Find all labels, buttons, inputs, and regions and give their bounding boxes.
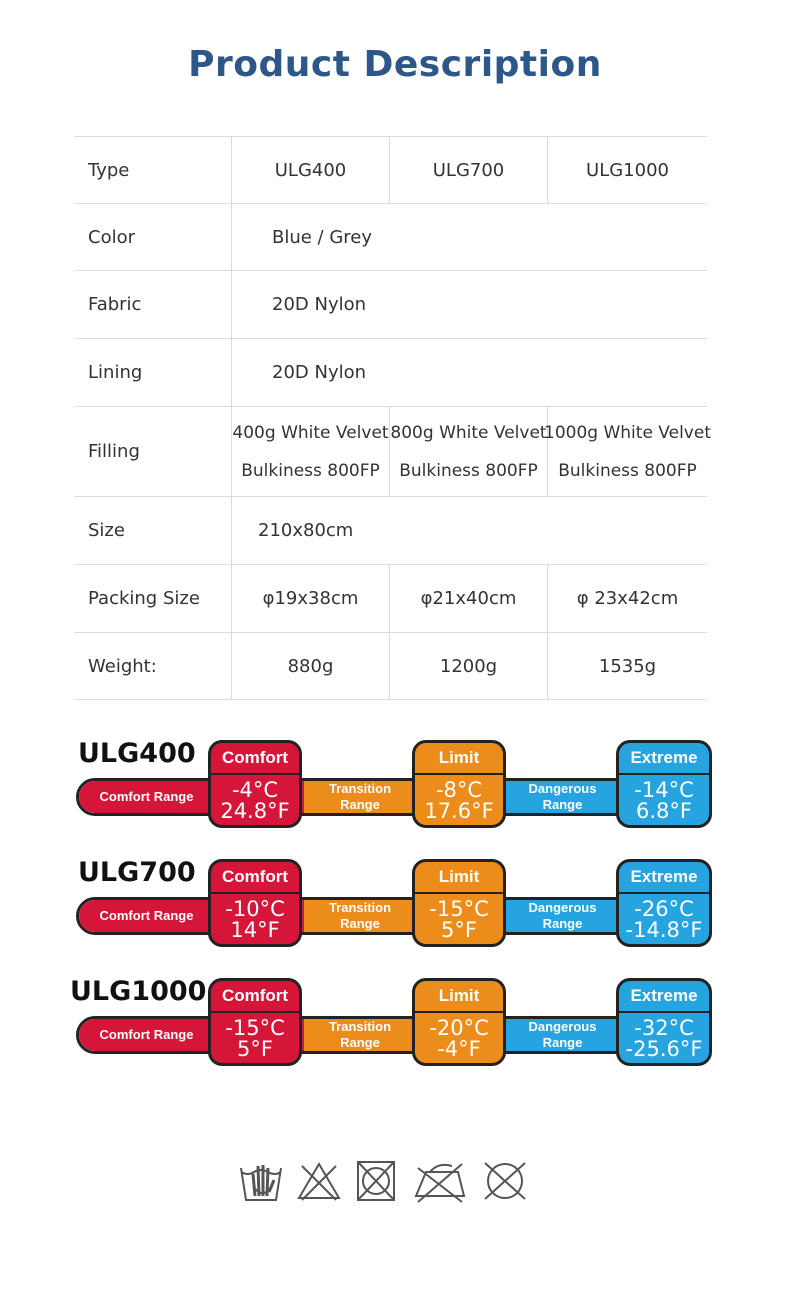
- row-label: Lining: [74, 339, 232, 406]
- row-label: Weight:: [74, 633, 232, 699]
- extreme-box: [616, 859, 712, 947]
- temp-fahrenheit: 24.8°F: [220, 799, 290, 823]
- do-not-bleach-icon: [296, 1158, 342, 1204]
- extreme-heading: Extreme: [619, 862, 709, 894]
- extreme-box: [616, 978, 712, 1066]
- temp-celsius: -8°C: [435, 778, 483, 802]
- extreme-temperature: [619, 894, 709, 941]
- model-name: ULG400: [78, 738, 196, 769]
- table-row-weight: [74, 633, 707, 700]
- extreme-temperature: [619, 775, 709, 822]
- packing-value: φ 23x42cm: [576, 588, 679, 609]
- fabric-value: 20D Nylon: [272, 294, 367, 315]
- filling-value: [232, 407, 390, 496]
- comfort-temperature: [211, 1013, 299, 1060]
- temp-celsius: -14°C: [634, 778, 694, 802]
- type-value: ULG1000: [586, 159, 669, 181]
- filling-line: 400g White Velvet: [232, 422, 389, 443]
- filling-line: Bulkiness 800FP: [399, 460, 538, 481]
- comfort-temperature: [211, 894, 299, 941]
- limit-box: [412, 740, 506, 828]
- row-label: Filling: [74, 407, 232, 496]
- filling-line: 1000g White Velvet: [544, 422, 711, 443]
- temp-celsius: -32°C: [634, 1016, 694, 1040]
- temperature-bar: [76, 778, 710, 816]
- comfort-box: [208, 740, 302, 828]
- filling-line: 800g White Velvet: [390, 422, 547, 443]
- table-row-lining: [74, 339, 707, 407]
- table-row-fabric: [74, 271, 707, 339]
- temperature-rating-ulg700: [76, 857, 712, 953]
- filling-line: Bulkiness 800FP: [558, 460, 697, 481]
- transition-range-label: Transition Range: [304, 781, 416, 813]
- filling-value: [544, 407, 711, 496]
- temp-fahrenheit: 14°F: [230, 918, 280, 942]
- limit-temperature: [415, 1013, 503, 1060]
- row-label: Size: [74, 497, 232, 564]
- temp-fahrenheit: 5°F: [441, 918, 477, 942]
- temp-celsius: -15°C: [429, 897, 489, 921]
- row-label: Type: [74, 137, 232, 203]
- temperature-bar: [76, 897, 710, 935]
- model-name: ULG700: [78, 857, 196, 888]
- dangerous-range-label: Dangerous Range: [506, 781, 619, 813]
- limit-heading: Limit: [415, 743, 503, 775]
- temp-fahrenheit: 17.6°F: [424, 799, 494, 823]
- row-label: Packing Size: [74, 565, 232, 632]
- temp-fahrenheit: -4°F: [437, 1037, 481, 1061]
- extreme-temperature: [619, 1013, 709, 1060]
- weight-value: 880g: [232, 633, 390, 699]
- comfort-heading: Comfort: [211, 743, 299, 775]
- temp-celsius: -26°C: [634, 897, 694, 921]
- packing-value: φ19x38cm: [232, 565, 390, 632]
- table-row-filling: [74, 407, 711, 497]
- comfort-box: [208, 978, 302, 1066]
- do-not-dry-clean-icon: [480, 1158, 530, 1204]
- table-row-color: [74, 204, 707, 271]
- table-row-type: [74, 137, 707, 204]
- comfort-range-label: Comfort Range: [79, 781, 214, 813]
- extreme-box: [616, 740, 712, 828]
- filling-value: [390, 407, 548, 496]
- type-value: ULG700: [390, 137, 548, 203]
- color-value: Blue / Grey: [272, 226, 373, 248]
- limit-heading: Limit: [415, 862, 503, 894]
- type-value: ULG400: [232, 137, 390, 203]
- temp-celsius: -10°C: [225, 897, 285, 921]
- limit-temperature: [415, 775, 503, 822]
- comfort-box: [208, 859, 302, 947]
- size-value: 210x80cm: [258, 520, 354, 541]
- care-instructions: [238, 1158, 530, 1204]
- do-not-iron-icon: [412, 1158, 468, 1204]
- temp-fahrenheit: -14.8°F: [625, 918, 703, 942]
- temp-fahrenheit: 6.8°F: [636, 799, 692, 823]
- temp-celsius: -4°C: [231, 778, 279, 802]
- packing-value: φ21x40cm: [390, 565, 548, 632]
- spec-table: [74, 136, 711, 700]
- extreme-heading: Extreme: [619, 981, 709, 1013]
- comfort-range-label: Comfort Range: [79, 900, 214, 932]
- temperature-rating-ulg1000: [70, 976, 712, 1072]
- limit-box: [412, 859, 506, 947]
- weight-value: 1535g: [598, 655, 657, 677]
- transition-range-label: Transition Range: [304, 1019, 416, 1051]
- temp-fahrenheit: 5°F: [237, 1037, 273, 1061]
- temperature-bar: [76, 1016, 710, 1054]
- table-row-size: [74, 497, 707, 565]
- dangerous-range-label: Dangerous Range: [506, 1019, 619, 1051]
- temp-celsius: -15°C: [225, 1016, 285, 1040]
- row-label: Fabric: [74, 271, 232, 338]
- comfort-temperature: [211, 775, 299, 822]
- hand-wash-icon: [238, 1158, 284, 1204]
- temp-celsius: -20°C: [429, 1016, 489, 1040]
- lining-value: 20D Nylon: [272, 362, 367, 383]
- row-label: Color: [74, 204, 232, 270]
- comfort-heading: Comfort: [211, 862, 299, 894]
- temperature-rating-ulg400: [76, 738, 712, 834]
- limit-box: [412, 978, 506, 1066]
- weight-value: 1200g: [390, 633, 548, 699]
- transition-range-label: Transition Range: [304, 900, 416, 932]
- limit-temperature: [415, 894, 503, 941]
- limit-heading: Limit: [415, 981, 503, 1013]
- comfort-range-label: Comfort Range: [79, 1019, 214, 1051]
- do-not-tumble-dry-icon: [354, 1158, 400, 1204]
- dangerous-range-label: Dangerous Range: [506, 900, 619, 932]
- table-row-packing-size: [74, 565, 707, 633]
- extreme-heading: Extreme: [619, 743, 709, 775]
- comfort-heading: Comfort: [211, 981, 299, 1013]
- page-title: Product Description: [188, 44, 602, 85]
- filling-line: Bulkiness 800FP: [241, 460, 380, 481]
- temp-fahrenheit: -25.6°F: [625, 1037, 703, 1061]
- model-name: ULG1000: [70, 976, 207, 1007]
